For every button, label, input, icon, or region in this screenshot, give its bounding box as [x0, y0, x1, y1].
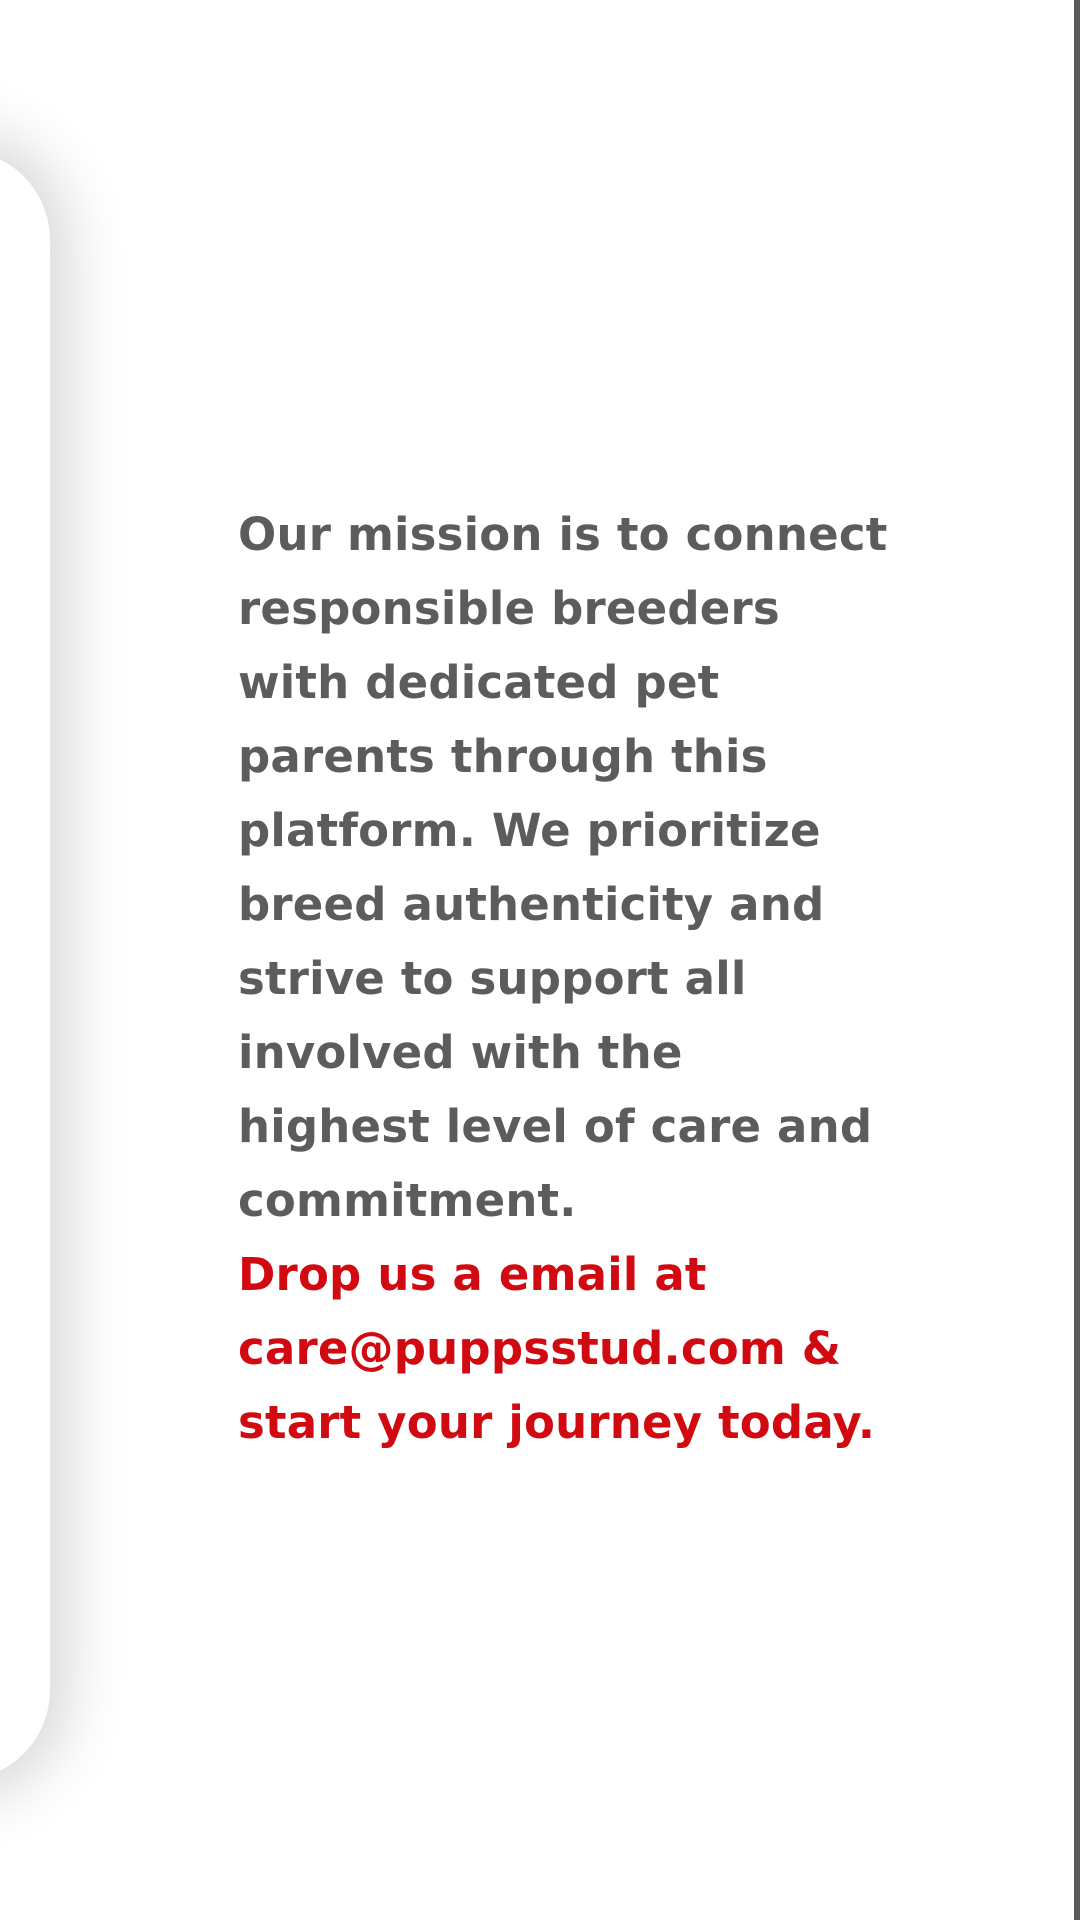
contact-call-to-action: Drop us a email at care@puppsstud.com & start your journey today. — [238, 1248, 876, 1449]
scrollbar[interactable] — [1074, 0, 1080, 1920]
side-card — [0, 150, 50, 1780]
mission-statement: Our mission is to connect responsible breeders with dedicated pet parents through this platform. We prioritize breed authenticity and strive to support all involved with the highest level of care and commitment. — [238, 508, 888, 1227]
mission-section — [238, 498, 888, 1460]
